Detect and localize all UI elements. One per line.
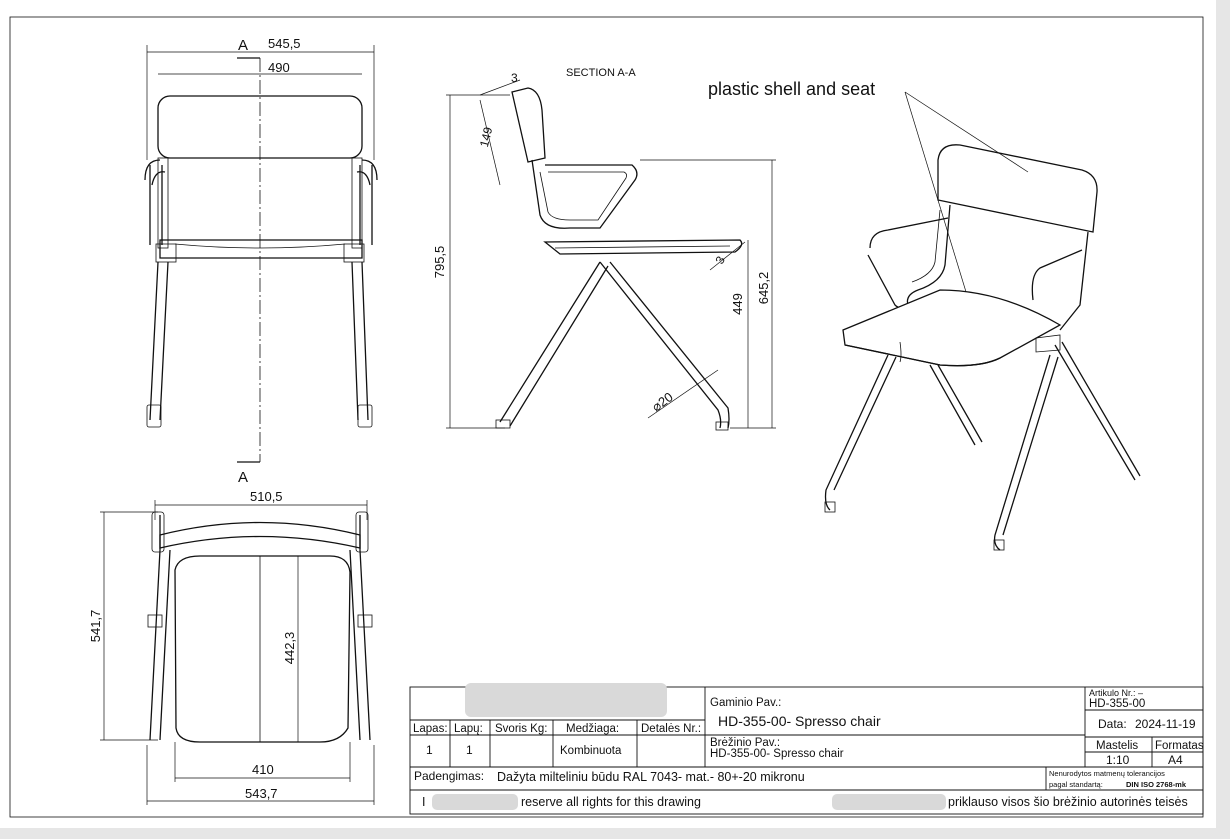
rights-prefix: I bbox=[422, 795, 426, 809]
product-name: HD-355-00- Spresso chair bbox=[718, 713, 881, 729]
blurred-company-left bbox=[432, 794, 518, 810]
value-lapas: 1 bbox=[426, 743, 433, 757]
callout-label: plastic shell and seat bbox=[708, 79, 876, 99]
blurred-company-right bbox=[832, 794, 946, 810]
dim-top-depth: 541,7 bbox=[88, 609, 103, 643]
dim-seat-depth: 442,3 bbox=[282, 631, 297, 665]
section-title: SECTION A-A bbox=[566, 67, 636, 79]
dim-seat-thickness: 3 bbox=[712, 253, 728, 267]
date-label: Data: bbox=[1098, 717, 1127, 731]
rights-right: priklauso visos šio brėžinio autorinės teisės bbox=[948, 795, 1188, 809]
product-label: Gaminio Pav.: bbox=[710, 697, 782, 709]
header-svoris: Svoris Kg: bbox=[495, 723, 548, 735]
dim-top-width: 510,5 bbox=[250, 489, 283, 504]
dim-front-width: 545,5 bbox=[268, 36, 301, 51]
coating-label: Padengimas: bbox=[414, 769, 485, 783]
tolerance-standard: DIN ISO 2768-mk bbox=[1126, 780, 1187, 789]
header-medziaga: Medžiaga: bbox=[566, 723, 620, 735]
rights-left: reserve all rights for this drawing bbox=[521, 795, 701, 809]
format-label: Formatas bbox=[1155, 740, 1204, 752]
dim-arm-height: 645,2 bbox=[756, 271, 771, 305]
article-value: HD-355-00 bbox=[1089, 698, 1146, 710]
article-label: Artikulo Nr.: – bbox=[1089, 688, 1144, 698]
company-logo bbox=[465, 683, 667, 717]
scale-value: 1:10 bbox=[1106, 753, 1130, 767]
value-lapu: 1 bbox=[466, 743, 473, 757]
dim-seat-width: 410 bbox=[252, 762, 274, 777]
dim-back-thickness: 3 bbox=[511, 71, 518, 85]
drawing-label: Brėžinio Pav.: bbox=[710, 737, 781, 749]
date-value: 2024-11-19 bbox=[1135, 717, 1196, 731]
dim-tube-diameter: ⌀20 bbox=[648, 389, 676, 415]
dim-total-height: 795,5 bbox=[432, 245, 447, 279]
tolerance-line1: Nenurodytos matmenų tolerancijos bbox=[1049, 769, 1165, 778]
section-marker-top: A bbox=[238, 37, 249, 54]
dim-back-height: 149 bbox=[476, 125, 496, 149]
header-lapas: Lapas: bbox=[413, 723, 448, 735]
dim-top-overall-width: 543,7 bbox=[245, 786, 278, 801]
tolerance-line2: pagal standartą: bbox=[1049, 780, 1103, 789]
dim-seat-height: 449 bbox=[730, 293, 745, 315]
format-value: A4 bbox=[1168, 753, 1183, 767]
header-detales: Detalės Nr.: bbox=[641, 723, 702, 735]
section-marker-bottom: A bbox=[238, 469, 249, 486]
coating-value: Dažyta milteliniu būdu RAL 7043- mat.- 80+-20 mikronu bbox=[497, 770, 805, 784]
header-lapu: Lapų: bbox=[454, 723, 483, 735]
value-medziaga: Kombinuota bbox=[560, 745, 622, 757]
drawing-name: HD-355-00- Spresso chair bbox=[710, 748, 844, 760]
scale-label: Mastelis bbox=[1096, 740, 1139, 752]
dim-front-inner-width: 490 bbox=[268, 60, 290, 75]
